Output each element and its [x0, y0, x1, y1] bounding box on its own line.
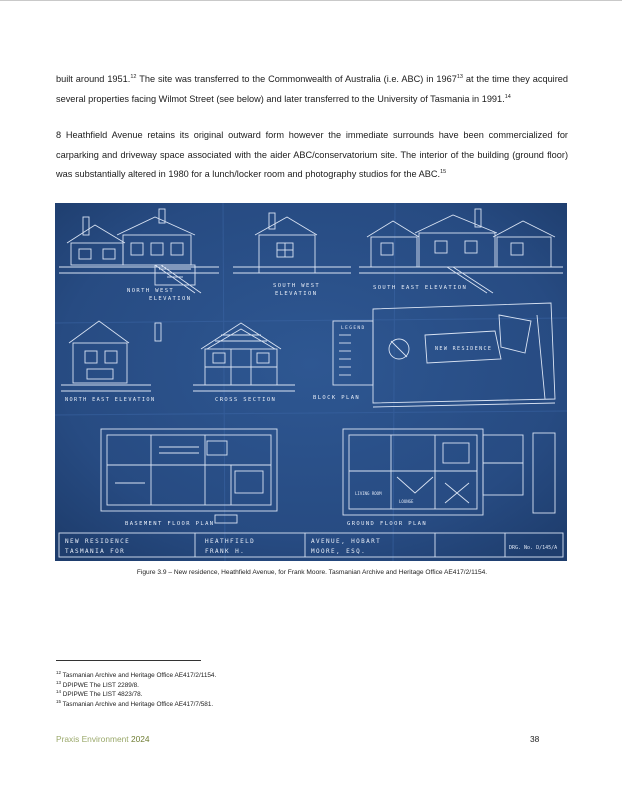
footnote-number: 15 [56, 698, 62, 704]
label-south-east-elevation: SOUTH EAST ELEVATION [373, 285, 468, 291]
paragraph-text: built around 1951. [56, 74, 131, 84]
footnote-separator [56, 660, 201, 661]
footnote-text: DPIPWE The LIST 2289/8. [61, 681, 139, 689]
label-basement-floor-plan: BASEMENT FLOOR PLAN [125, 521, 215, 527]
footnote-15 [56, 700, 568, 710]
brand-name: Praxis Environment [56, 734, 129, 744]
drawing-number: DRG. No. D/145/A [509, 545, 558, 551]
footnote-12 [56, 671, 568, 681]
footnote-ref-12[interactable]: 12 [130, 73, 137, 80]
footnote-13 [56, 681, 568, 691]
title-frank-h: FRANK H. [205, 548, 246, 555]
label-north-west: NORTH WEST [127, 288, 175, 294]
title-tasmania-for: TASMANIA FOR [65, 548, 126, 555]
label-sw-elevation: ELEVATION [275, 291, 318, 297]
blueprint-figure [55, 203, 567, 561]
label-legend: LEGEND [341, 326, 366, 331]
title-heathfield: HEATHFIELD [205, 538, 256, 545]
body-paragraph-2 [56, 126, 568, 185]
footnote-ref-14[interactable]: 14 [504, 93, 511, 100]
footnotes [56, 671, 568, 709]
footnote-14 [56, 690, 568, 700]
label-lounge: LOUNGE [399, 499, 414, 504]
figure-caption: Figure 3.9 – New residence, Heathfield Avenue, for Frank Moore. Tasmanian Archive and Heritage Office AE417/2/1154. [136, 569, 488, 576]
title-moore-esq: MOORE, ESQ. [311, 548, 367, 555]
label-new-residence: NEW RESIDENCE [435, 346, 493, 352]
footnote-text: DPIPWE The LIST 4823/78. [61, 691, 143, 698]
footnote-text: Tasmanian Archive and Heritage Office AE417/2/1154. [61, 672, 217, 679]
paragraph-text: The site was transferred to the Commonwealth of Australia (i.e. ABC) in 1967 [136, 74, 457, 84]
footnote-text: Tasmanian Archive and Heritage Office AE417/7/581. [61, 700, 214, 708]
label-cross-section: CROSS SECTION [215, 397, 277, 403]
footnote-number: 14 [56, 688, 62, 694]
paragraph-text: 8 Heathfield Avenue retains its original outward form however the immediate surrounds have been commercialized for carparking and driveway space associated with the aider ABC/conservatorium site. The interior of the building (ground floor) was substantially altered in 1980 for a lunch/locker room and photography studios for the ABC. [56, 130, 568, 179]
footnote-number: 13 [56, 679, 62, 685]
label-south-west: SOUTH WEST [273, 283, 321, 289]
label-living-room: LIVING ROOM [355, 491, 382, 496]
footnote-ref-13[interactable]: 13 [456, 73, 463, 80]
label-ground-floor-plan: GROUND FLOOR PLAN [347, 521, 428, 527]
label-block-plan: BLOCK PLAN [313, 395, 361, 401]
footer-brand [56, 734, 150, 744]
title-new-residence: NEW RESIDENCE [65, 538, 131, 545]
body-paragraph-1 [56, 70, 568, 109]
label-north-east-elevation: NORTH EAST ELEVATION [65, 397, 156, 403]
paragraph-text: at the time they acquired several properties facing Wilmot Street (see below) and later transferred to the University of Tasmania in 1991. [56, 74, 568, 104]
page-number: 38 [530, 734, 540, 744]
footnote-number: 12 [56, 669, 62, 675]
footnote-ref-15[interactable]: 15 [440, 168, 447, 175]
top-rule [0, 0, 622, 1]
title-avenue-hobart: AVENUE, HOBART [311, 538, 382, 545]
label-nw-elevation: ELEVATION [149, 296, 192, 302]
blueprint-drawing [55, 203, 567, 561]
blueprint-paper [55, 203, 567, 561]
brand-year: 2024 [130, 734, 150, 744]
